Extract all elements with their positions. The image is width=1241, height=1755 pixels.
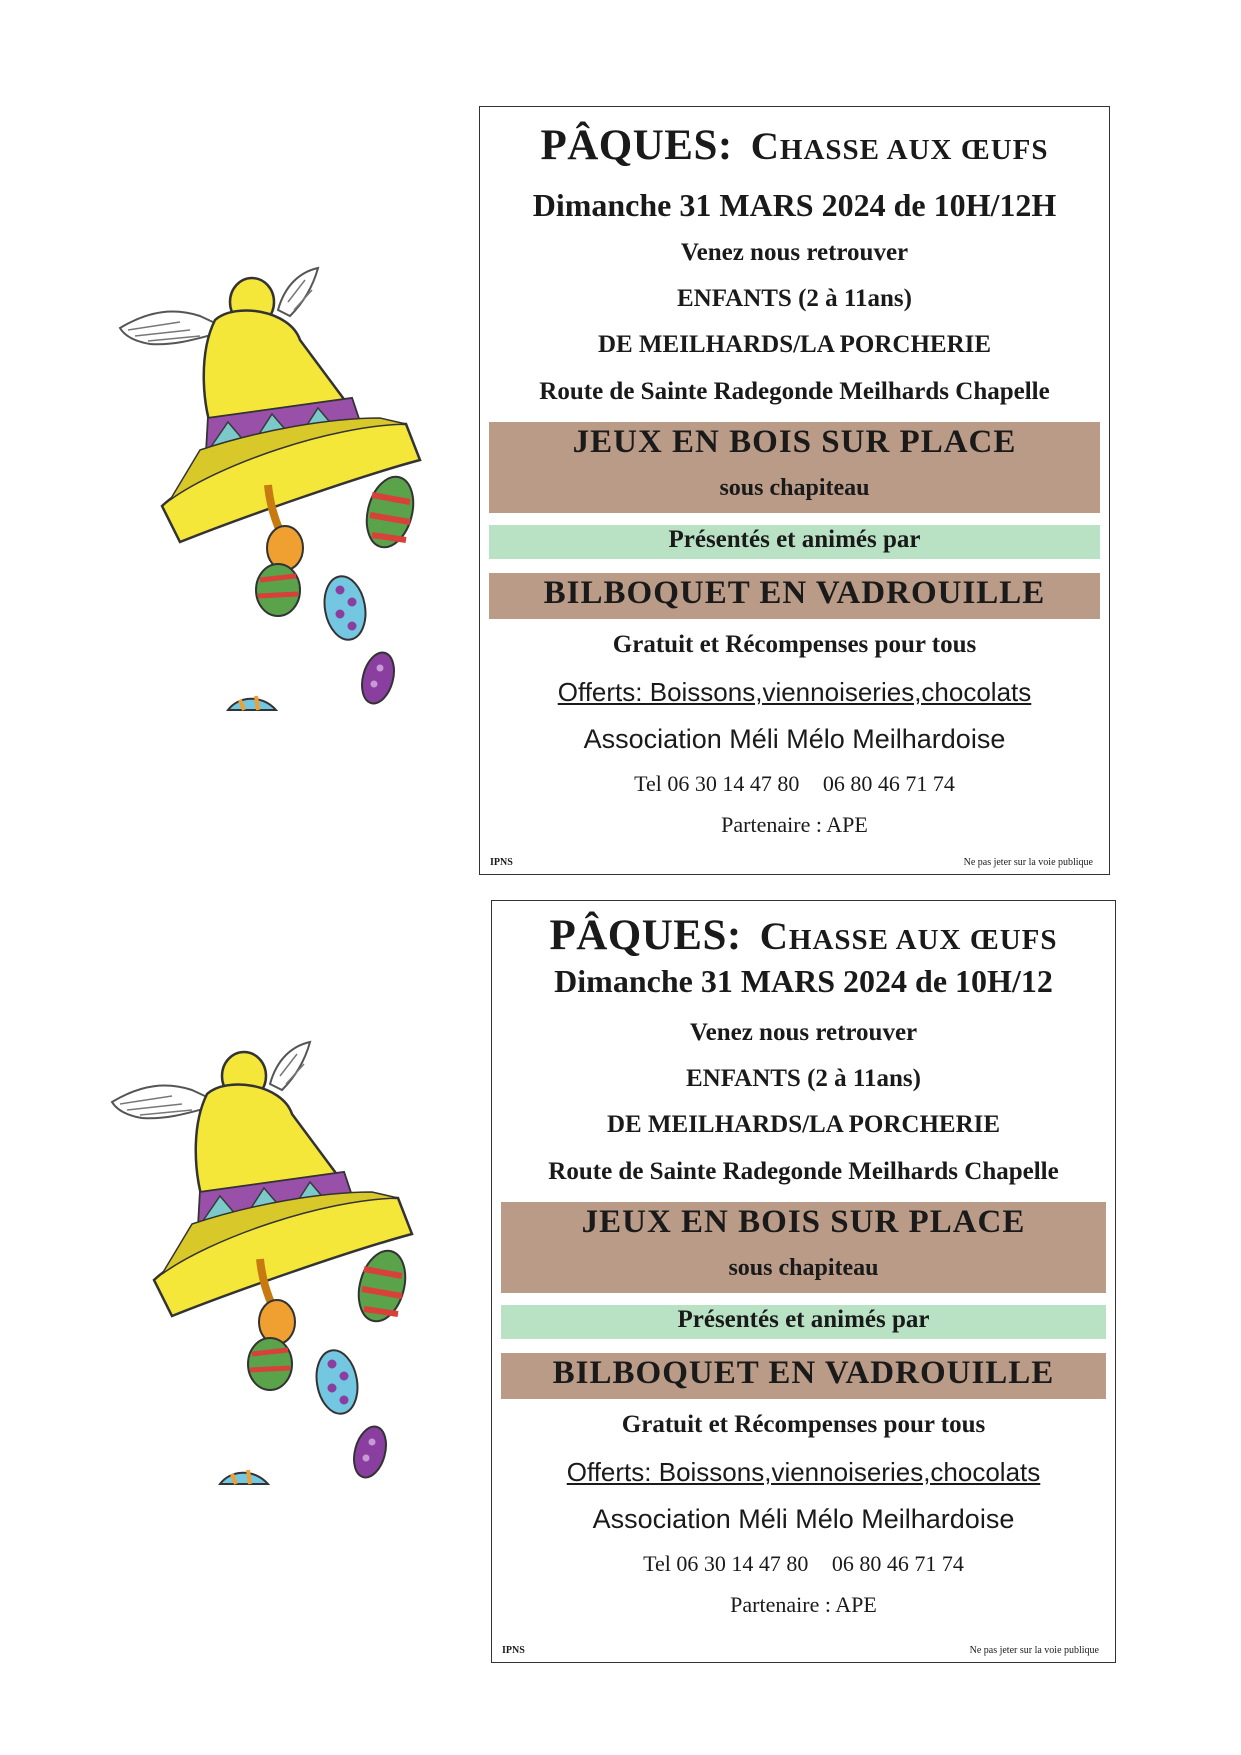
presentes-text: Présentés et animés par <box>677 1306 930 1333</box>
age-group: ENFANTS (2 à 11ans) <box>686 1065 921 1092</box>
jeux-band <box>501 1202 1106 1293</box>
flyer-title <box>480 121 1109 170</box>
bilboquet-text: BILBOQUET EN VADROUILLE <box>543 575 1046 611</box>
presentes-band <box>501 1305 1106 1339</box>
easter-bell-illustration-2 <box>0 1024 462 1494</box>
ne-pas-jeter-label: Ne pas jeter sur la voie publique <box>963 857 1093 868</box>
event-date: Dimanche 31 MARS 2024 de 10H/12 <box>554 963 1053 999</box>
ipns-label: IPNS <box>490 857 513 868</box>
invite-text: Venez nous retrouver <box>680 239 909 266</box>
easter-flyer-2 <box>491 900 1116 1663</box>
ipns-label: IPNS <box>502 1645 525 1656</box>
presentes-text: Présentés et animés par <box>668 526 921 553</box>
phone-number-1: 06 30 14 47 80 <box>667 771 800 796</box>
phone-number-1: 06 30 14 47 80 <box>676 1551 809 1576</box>
title-chasse: HASSE AUX ŒUFS <box>788 924 1058 956</box>
invite-text: Venez nous retrouver <box>689 1019 918 1046</box>
title-chasse: HASSE AUX ŒUFS <box>779 134 1049 166</box>
age-group: ENFANTS (2 à 11ans) <box>677 285 912 312</box>
bilboquet-band <box>489 573 1100 619</box>
title-paques: PÂQUES: <box>540 122 733 169</box>
chapiteau-text: sous chapiteau <box>728 1255 879 1281</box>
jeux-text: JEUX EN BOIS SUR PLACE <box>581 1204 1026 1240</box>
location-commune: DE MEILHARDS/LA PORCHERIE <box>597 331 992 358</box>
gratuit-text: Gratuit et Récompenses pour tous <box>621 1411 986 1438</box>
phone-number-2: 06 80 46 71 74 <box>831 1551 964 1576</box>
location-route: Route de Sainte Radegonde Meilhards Chapelle <box>548 1158 1059 1185</box>
gratuit-text: Gratuit et Récompenses pour tous <box>612 631 977 658</box>
location-route: Route de Sainte Radegonde Meilhards Chapelle <box>539 378 1050 405</box>
tel-label: Tel <box>643 1551 671 1576</box>
offerts-text: Offerts: Boissons,viennoiseries,chocolats <box>566 1457 1041 1487</box>
title-initial: C <box>759 915 789 958</box>
jeux-band <box>489 422 1100 513</box>
ne-pas-jeter-label: Ne pas jeter sur la voie publique <box>969 1645 1099 1656</box>
easter-flyer-1 <box>479 106 1110 875</box>
partenaire-text: Partenaire : APE <box>721 812 868 837</box>
tel-label: Tel <box>634 771 662 796</box>
offerts-text: Offerts: Boissons,viennoiseries,chocolats <box>557 677 1032 707</box>
flying-bell-icon <box>120 268 421 710</box>
partenaire-text: Partenaire : APE <box>730 1592 877 1617</box>
flyer-title <box>492 911 1115 960</box>
flying-bell-icon <box>112 1042 413 1484</box>
bilboquet-band <box>501 1353 1106 1399</box>
presentes-band <box>489 525 1100 559</box>
jeux-text: JEUX EN BOIS SUR PLACE <box>572 424 1017 460</box>
phone-line <box>480 771 1109 797</box>
title-initial: C <box>750 125 780 168</box>
title-paques: PÂQUES: <box>549 912 742 959</box>
phone-number-2: 06 80 46 71 74 <box>822 771 955 796</box>
association-name: Association Méli Mélo Meilhardoise <box>583 724 1006 754</box>
association-name: Association Méli Mélo Meilhardoise <box>592 1504 1015 1534</box>
event-date: Dimanche 31 MARS 2024 de 10H/12H <box>532 187 1057 223</box>
phone-line <box>492 1551 1115 1577</box>
location-commune: DE MEILHARDS/LA PORCHERIE <box>606 1111 1001 1138</box>
bilboquet-text: BILBOQUET EN VADROUILLE <box>552 1355 1055 1391</box>
easter-bell-illustration-1 <box>0 250 470 720</box>
chapiteau-text: sous chapiteau <box>719 475 870 501</box>
